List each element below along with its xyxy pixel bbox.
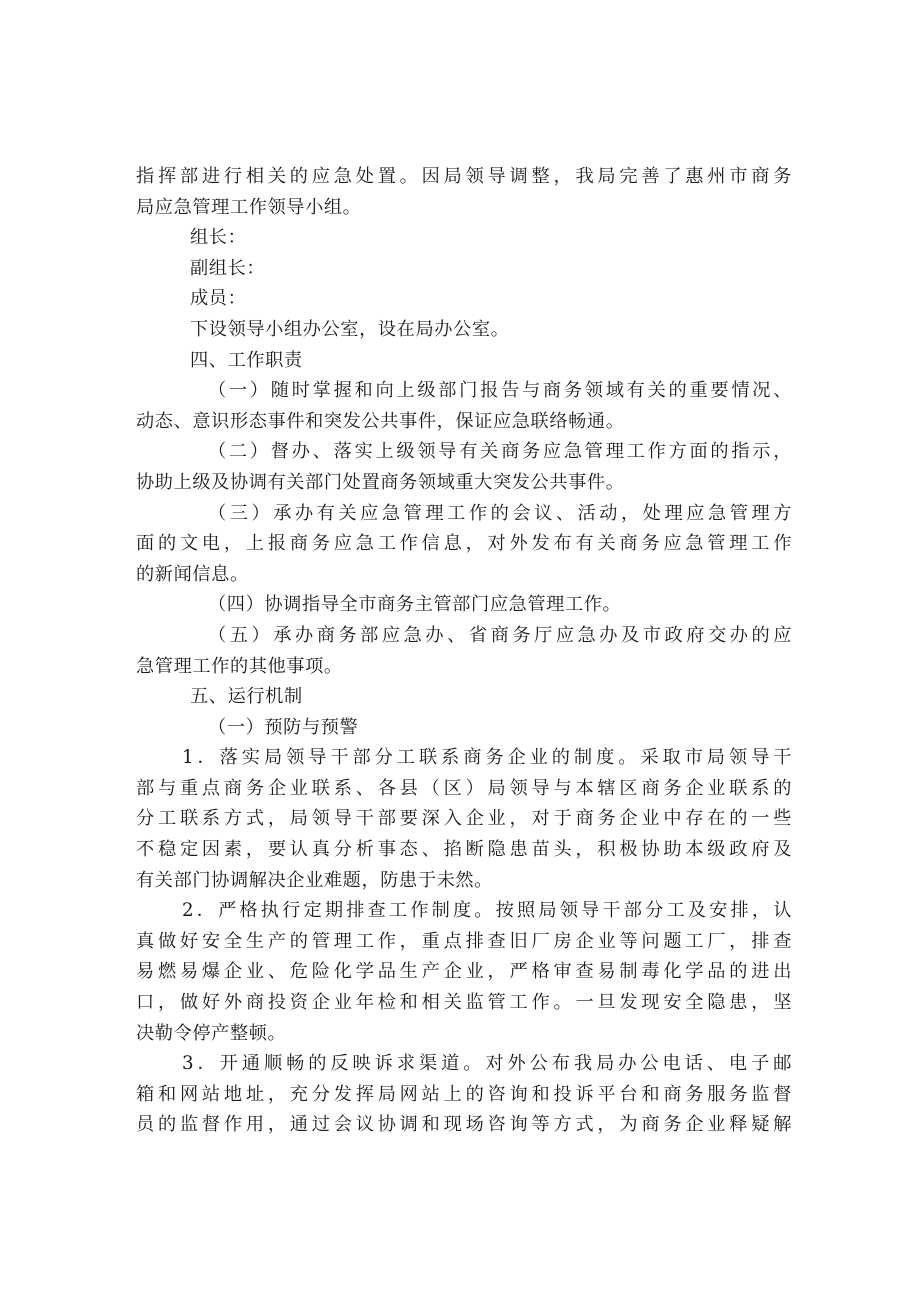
text-line: （二）督办、落实上级领导有关商务应急管理工作方面的指示， (208, 441, 792, 463)
text-line: （五）承办商务部应急办、省商务厅应急办及市政府交办的应 (208, 624, 792, 646)
text-line: 3．开通顺畅的反映诉求渠道。对外公布我局办公电话、电子邮 (182, 1053, 792, 1075)
document-body (136, 162, 792, 1141)
text-line: 指挥部进行相关的应急处置。因局领导调整，我局完善了惠州市商务 (136, 166, 792, 187)
text-line: 下设领导小组办公室，设在局办公室。 (190, 318, 510, 340)
text-line: 有关部门协调解决企业难题，防患于未然。 (136, 869, 493, 891)
text-line: 动态、意识形态事件和突发公共事件，保证应急联络畅通。 (136, 410, 625, 432)
text-line: 急管理工作的其他事项。 (136, 655, 343, 677)
text-line: 员的监督作用，通过会议协调和现场咨询等方式，为商务企业释疑解 (136, 1114, 792, 1136)
text-line: 五、运行机制 (190, 686, 303, 708)
text-line: 1．落实局领导干部分工联系商务企业的制度。采取市局领导干 (182, 747, 792, 769)
text-line: 局应急管理工作领导小组。 (136, 196, 362, 218)
text-line: 成员： (190, 288, 247, 310)
text-line: 真做好安全生产的管理工作，重点排查旧厂房企业等问题工厂，排查 (136, 930, 792, 952)
text-line: 的新闻信息。 (136, 563, 249, 585)
text-line: 部与重点商务企业联系、各县（区）局领导与本辖区商务企业联系的 (136, 777, 792, 799)
text-line: （四）协调指导全市商务主管部门应急管理工作。 (208, 594, 622, 616)
text-line: 副组长： (190, 257, 266, 279)
text-line: 口，做好外商投资企业年检和相关监管工作。一旦发现安全隐患，坚 (136, 992, 792, 1014)
text-line: 面的文电，上报商务应急工作信息，对外发布有关商务应急管理工作 (136, 533, 792, 555)
text-line: 分工联系方式，局领导干部要深入企业，对于商务企业中存在的一些 (136, 808, 792, 830)
text-line: 协助上级及协调有关部门处置商务领域重大突发公共事件。 (136, 471, 625, 493)
text-line: （一）随时掌握和向上级部门报告与商务领域有关的重要情况、 (208, 380, 792, 402)
text-line: （一）预防与预警 (208, 716, 359, 738)
text-line: 易燃易爆企业、危险化学品生产企业，严格审查易制毒化学品的进出 (136, 961, 792, 983)
text-line: 箱和网站地址，充分发挥局网站上的咨询和投诉平台和商务服务监督 (136, 1083, 792, 1105)
text-line: 决勒令停产整顿。 (136, 1022, 287, 1044)
text-line: 四、工作职责 (190, 349, 303, 371)
text-line: 组长： (190, 227, 247, 249)
text-line: 不稳定因素，要认真分析事态、掐断隐患苗头，积极协助本级政府及 (136, 839, 792, 861)
text-line: 2．严格执行定期排查工作制度。按照局领导干部分工及安排，认 (182, 900, 792, 922)
text-line: （三）承办有关应急管理工作的会议、活动，处理应急管理方 (208, 502, 792, 524)
